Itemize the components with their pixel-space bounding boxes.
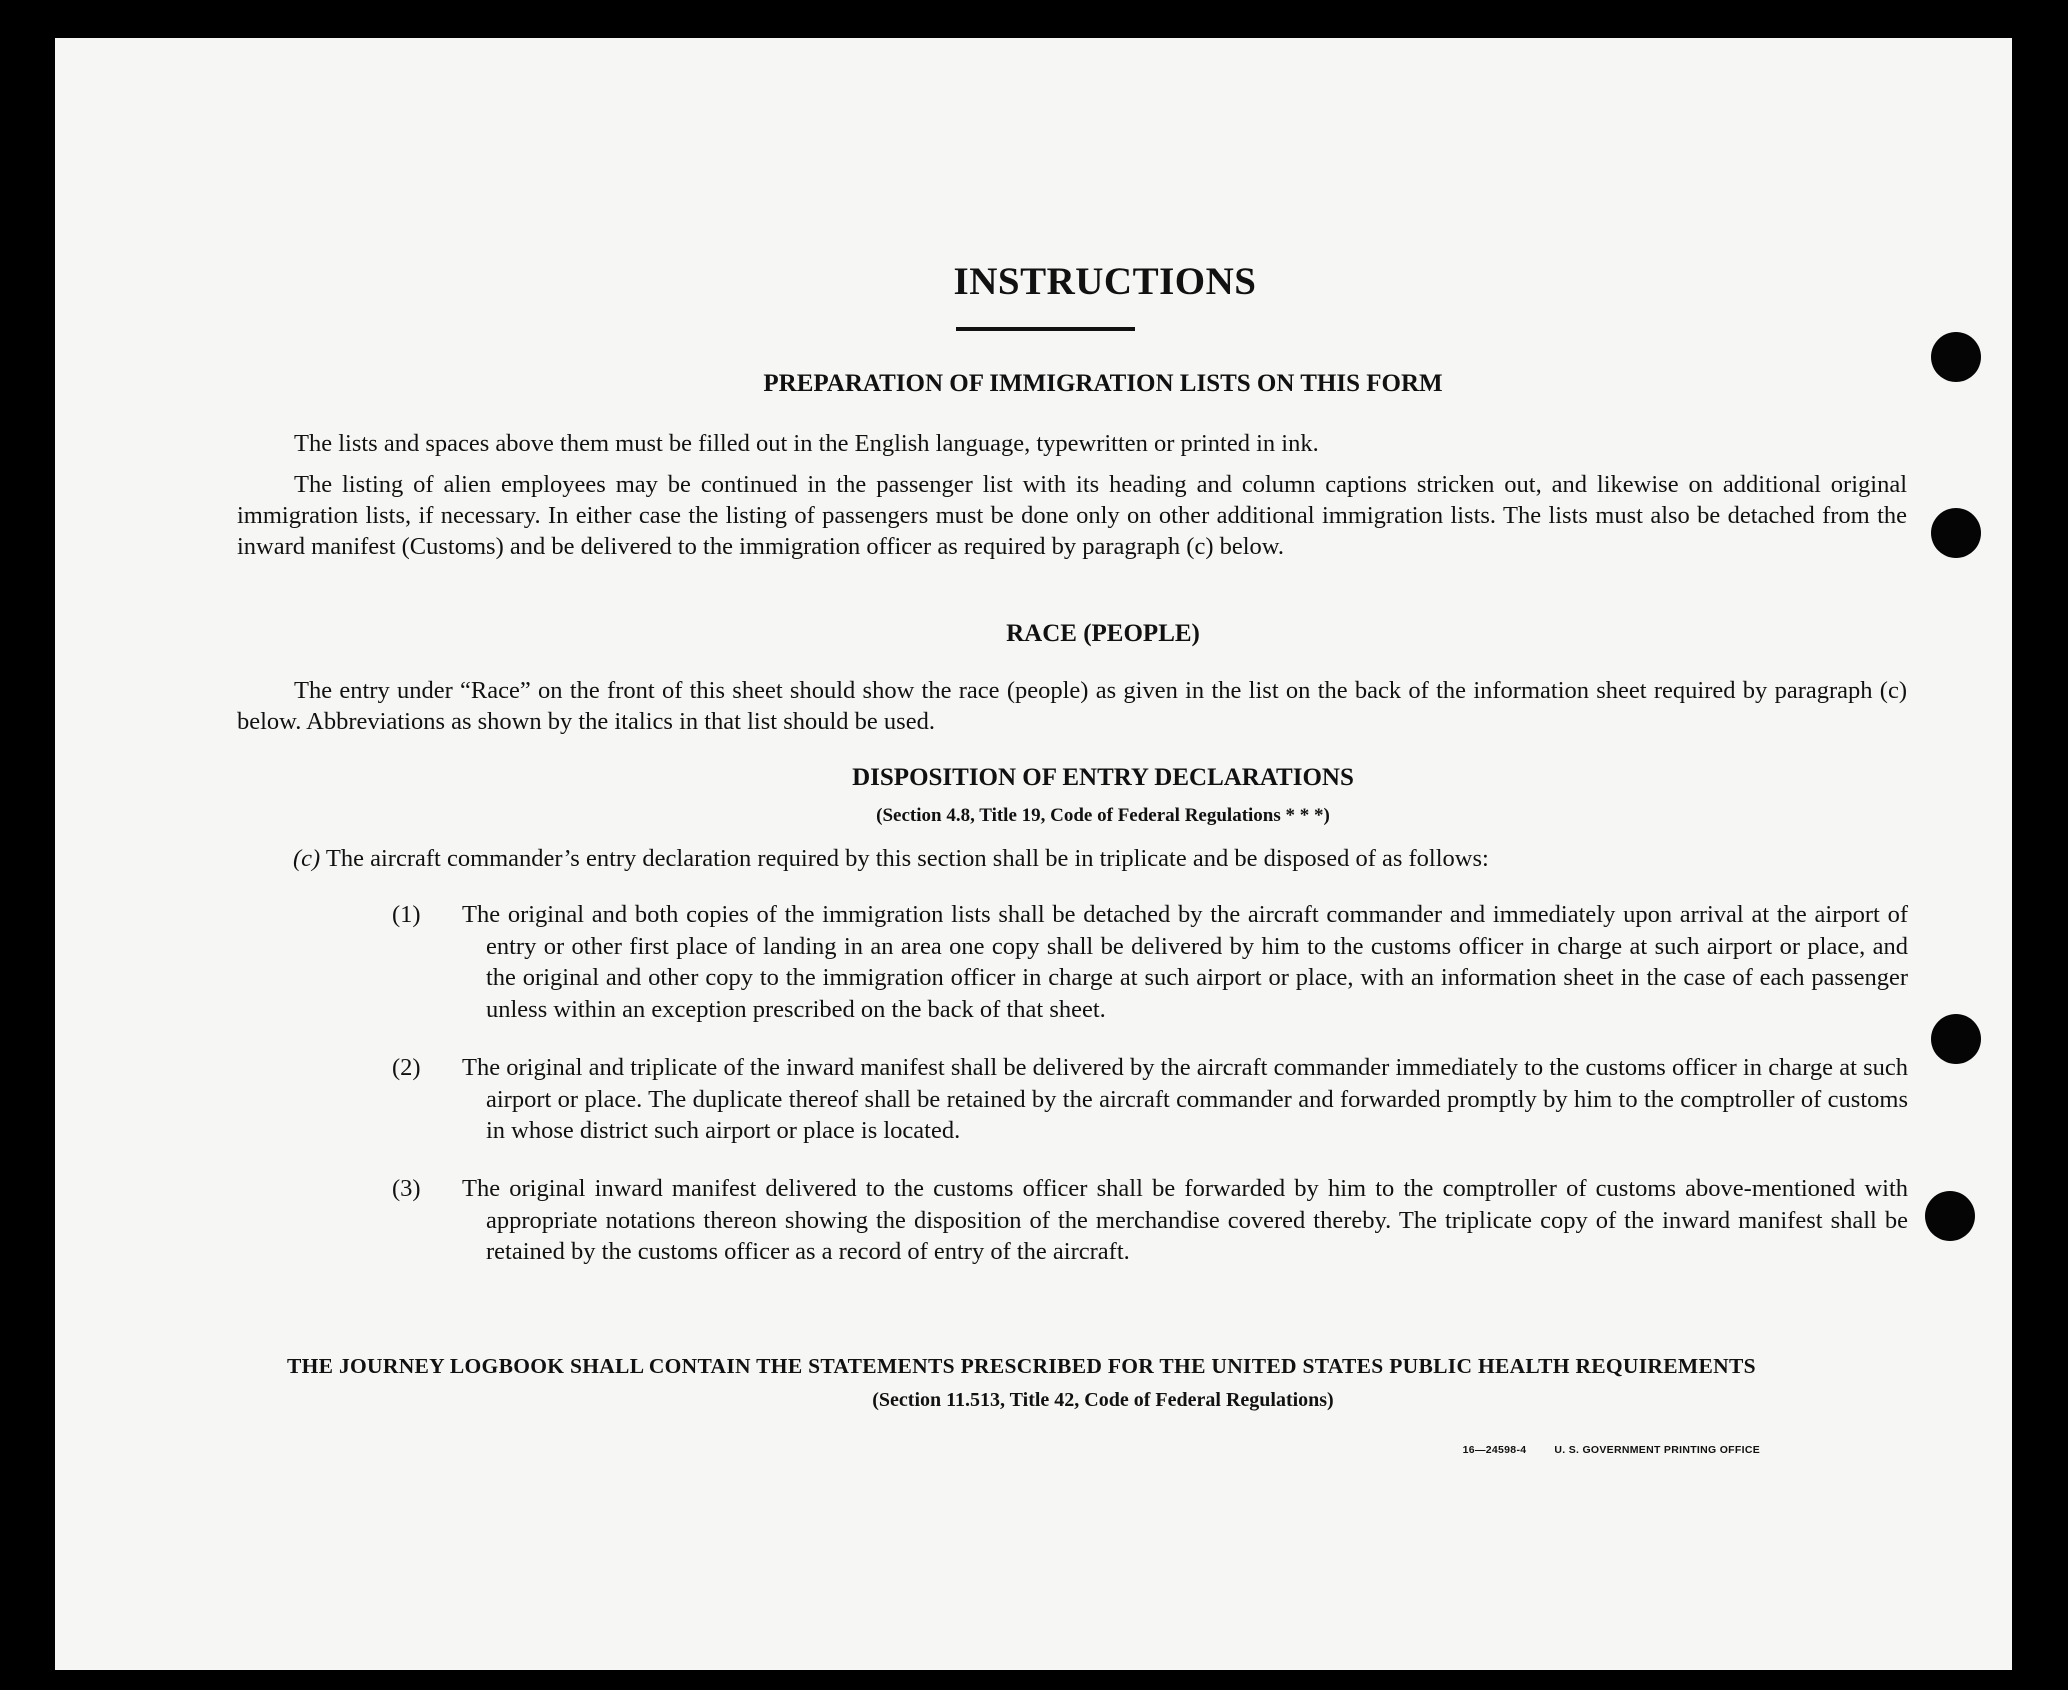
disposition-citation: (Section 4.8, Title 19, Code of Federal Regulations * * *) [876,805,1330,826]
page-title: INSTRUCTIONS [953,260,1257,303]
form-number: 16—24598-4 [1462,1444,1527,1456]
printer-imprint [1463,1444,1760,1456]
preparation-paragraph-1: The lists and spaces above them must be filled out in the English language, typewritten or printed in ink. [294,430,1319,457]
disposition-item-2 [392,1052,1908,1147]
disposition-item-1 [392,899,1908,1025]
item-number: (2) [392,1054,421,1081]
race-heading: RACE (PEOPLE) [1006,620,1200,647]
punch-hole [1931,508,1981,558]
race-paragraph: The entry under “Race” on the front of this sheet should show the race (people) as given in the list on the back of the information sheet required by paragraph (c) below. Abbreviations as shown by the italics in that list should be used. [237,677,1907,735]
item-text: The original inward manifest delivered to the customs officer shall be forwarded by him to the comptroller of customs above-mentioned with appropriate notations thereon showing the disposition of the merchandise covered thereby. The triplicate copy of the inward manifest shall be retained by the customs officer as a record of entry of the aircraft. [462,1175,1908,1265]
disposition-intro [293,843,1913,874]
printer-name: U. S. GOVERNMENT PRINTING OFFICE [1554,1444,1760,1456]
item-text: The original and both copies of the immigration lists shall be detached by the aircraft commander and immediately upon arrival at the airport of entry or other first place of landing in an area one copy shall be delivered by him to the customs officer in charge at such airport or place, and the original and other copy to the immigration officer in charge at such airport or place, with an information sheet in the case of each passenger unless within an exception prescribed on the back of that sheet. [462,901,1908,1023]
preparation-paragraph-2: The listing of alien employees may be continued in the passenger list with its heading and column captions stricken out, and likewise on additional original immigration lists, if necessary. In either case the listing of passengers must be done only on other additional immigration lists. The lists must also be detached from the inward manifest (Customs) and be delivered to the immigration officer as required by paragraph (c) below. [237,471,1907,560]
health-requirements-statement: THE JOURNEY LOGBOOK SHALL CONTAIN THE STATEMENTS PRESCRIBED FOR THE UNITED STATES PUBLIC HEALTH REQUIREMENTS [287,1354,1756,1378]
paragraph-label: (c) [293,845,321,872]
form-sheet [55,38,2012,1670]
punch-hole [1931,1014,1981,1064]
disposition-heading: DISPOSITION OF ENTRY DECLARATIONS [852,764,1354,791]
preparation-heading: PREPARATION OF IMMIGRATION LISTS ON THIS FORM [763,370,1443,397]
item-text: The original and triplicate of the inward manifest shall be delivered by the aircraft commander immediately to the customs officer in charge at such airport or place. The duplicate thereof shall be retained by the aircraft commander and forwarded promptly by him to the comptroller of customs in whose district such airport or place is located. [462,1054,1908,1144]
health-requirements-citation: (Section 11.513, Title 42, Code of Federal Regulations) [872,1389,1334,1411]
disposition-item-3 [392,1173,1908,1268]
title-underline [956,327,1135,331]
punch-hole [1925,1191,1975,1241]
item-number: (3) [392,1175,421,1202]
intro-text: The aircraft commander’s entry declaration required by this section shall be in triplicate and be disposed of as follows: [325,845,1489,872]
item-number: (1) [392,901,421,928]
